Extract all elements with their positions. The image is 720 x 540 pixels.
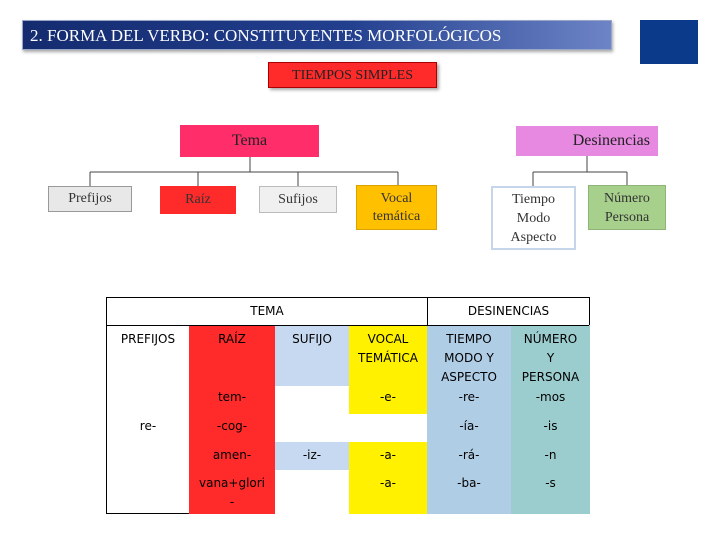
tiempo-line-2: Modo <box>516 210 551 226</box>
row2-numero: -is <box>543 419 558 433</box>
col-header-vocal-1: VOCAL <box>367 332 409 346</box>
col-header-tiempo-2: MODO Y <box>444 351 494 365</box>
row4-numero: -s <box>545 476 556 490</box>
col-header-numero-1: NÚMERO <box>523 332 578 346</box>
row1-vocal: -e- <box>379 390 397 404</box>
header-divider <box>107 325 589 326</box>
col-header-vocal-2: TEMÁTICA <box>358 351 418 365</box>
vocal-tematica-node <box>356 185 437 230</box>
row4-raiz-line-1: vana+glori <box>198 476 266 490</box>
morphology-table <box>106 297 590 514</box>
vocal-line-1: Vocal <box>380 190 413 206</box>
prefijos-node: Prefijos <box>48 186 132 212</box>
empty-cell <box>275 386 349 414</box>
subtitle-tiempos-simples: TIEMPOS SIMPLES <box>268 62 437 88</box>
row2-tiempo: -ía- <box>459 419 479 433</box>
group-header-desinencias: DESINENCIAS <box>467 304 550 318</box>
row4-raiz-line-2: - <box>229 495 235 509</box>
row3-raiz: amen- <box>212 448 252 462</box>
row4-tiempo: -ba- <box>457 476 481 490</box>
col-header-numero <box>511 330 590 387</box>
row3-numero: -n <box>544 448 557 462</box>
empty-cell <box>349 414 427 442</box>
tiempo-line-3: Aspecto <box>510 229 557 245</box>
numero-line-1: Número <box>604 190 650 206</box>
tiempo-line-1: Tiempo <box>511 191 556 207</box>
group-header-tema: TEMA <box>250 304 284 318</box>
row1-numero: -mos <box>535 390 566 404</box>
numero-line-2: Persona <box>604 209 650 225</box>
tiempo-modo-aspecto-node <box>491 186 576 250</box>
col-header-tiempo-3: ASPECTO <box>441 370 497 384</box>
row3-tiempo: -rá- <box>458 448 480 462</box>
slide-title: 2. FORMA DEL VERBO: CONSTITUYENTES MORFOLÓGICOS <box>22 20 612 50</box>
col-header-prefijos: PREFIJOS <box>120 332 176 346</box>
row1-raiz: tem- <box>217 390 247 404</box>
col-header-numero-2: Y <box>546 351 555 365</box>
sufijos-node: Sufijos <box>259 186 337 213</box>
row3-sufijo: -iz- <box>302 448 322 462</box>
vocal-line-2: temática <box>372 208 421 224</box>
col-header-tiempo-1: TIEMPO <box>446 332 492 346</box>
row1-tiempo: -re- <box>458 390 480 404</box>
col-header-vocal <box>349 330 427 368</box>
col-header-numero-3: PERSONA <box>521 370 580 384</box>
col-header-raiz: RAÍZ <box>218 332 246 346</box>
numero-persona-node <box>588 185 666 230</box>
empty-cell <box>275 470 349 514</box>
tema-node: Tema <box>180 125 319 157</box>
col-header-tiempo <box>427 330 511 387</box>
empty-cell <box>275 414 349 442</box>
row4-vocal: -a- <box>379 476 396 490</box>
col-header-sufijo: SUFIJO <box>292 332 332 346</box>
desinencias-node: Desinencias <box>516 126 658 156</box>
row2-raiz: -cog- <box>216 419 248 433</box>
row4-raiz <box>189 474 275 512</box>
row3-vocal: -a- <box>379 448 396 462</box>
row2-prefijo: re- <box>139 419 157 433</box>
raiz-node: Raíz <box>160 186 236 214</box>
